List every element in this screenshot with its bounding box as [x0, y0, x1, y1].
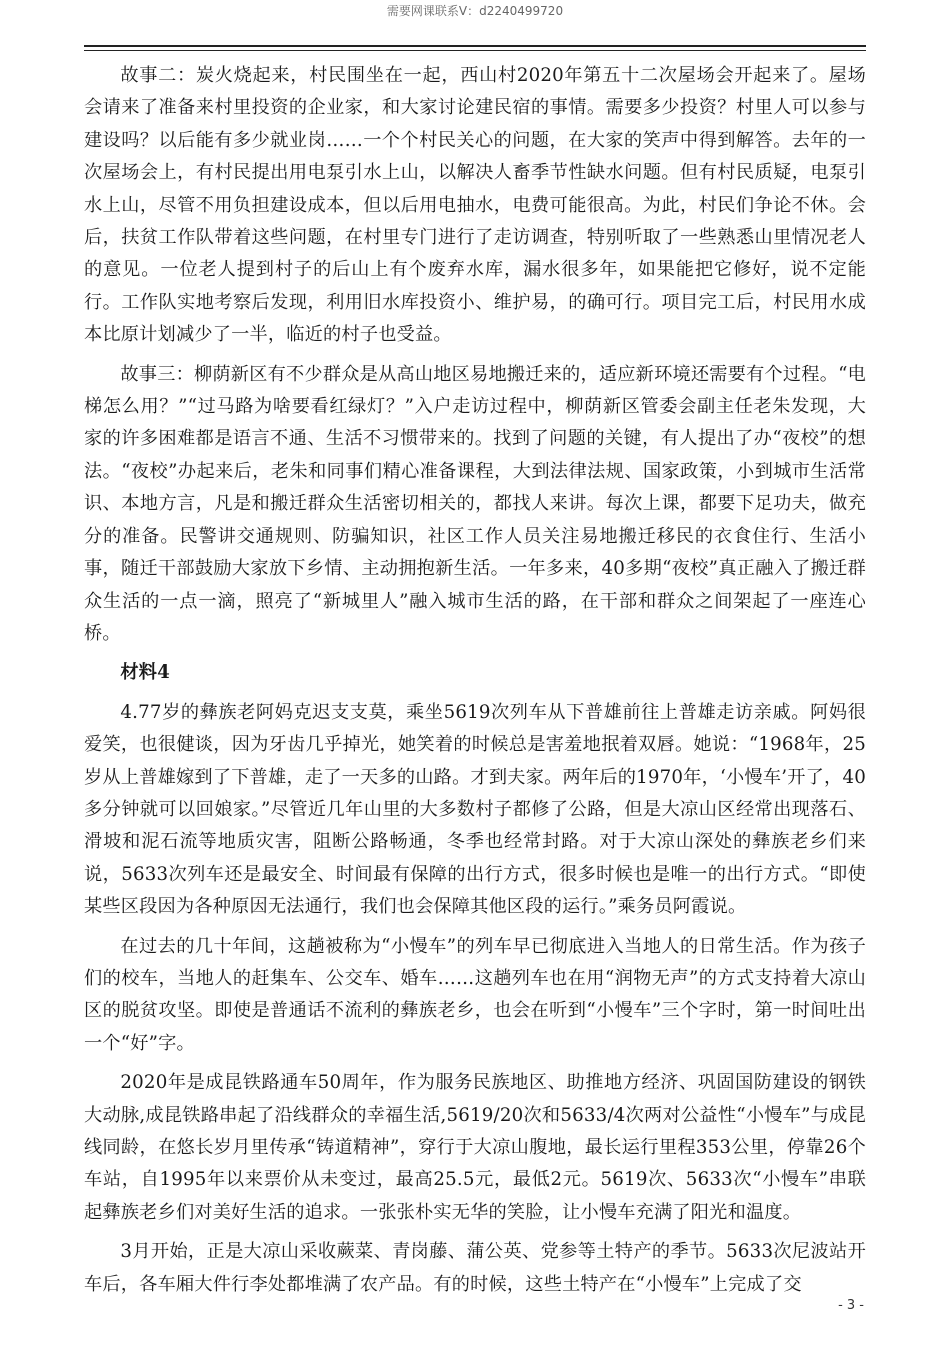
header-rule-thin	[84, 50, 866, 51]
story-three-paragraph: 故事三：柳荫新区有不少群众是从高山地区易地搬迁来的，适应新环境还需要有个过程。“电梯怎么用？”“过马路为啥要看红绿灯？”入户走访过程中，柳荫新区管委会副主任老朱发现，大家的许多困难都是语言不通、生活不习惯带来的。找到了问题的关键，有人提出了办“夜校”的想法。“夜校”办起来后，老朱和同事们精心准备课程，大到法律法规、国家政策，小到城市生活常识、本地方言，凡是和搬迁群众生活密切相关的，都找人来讲。每次上课，都要下足功夫，做充分的准备。民警讲交通规则、防骗知识，社区工作人员关注易地搬迁移民的衣食住行、生活小事，随迁干部鼓励大家放下乡情、主动拥抱新生活。一年多来，40多期“夜校”真正融入了搬迁群众生活的一点一滴，照亮了“新城里人”融入城市生活的路，在干部和群众之间架起了一座连心桥。	[84, 363, 866, 644]
material-paragraph-2: 在过去的几十年间，这趟被称为“小慢车”的列车早已彻底进入当地人的日常生活。作为孩子们的校车，当地人的赶集车、公交车、婚车……这趟列车也在用“润物无声”的方式支持着大凉山区的脱贫攻坚。即使是普通话不流利的彝族老乡，也会在听到“小慢车”三个字时，第一时间吐出一个“好”字。	[84, 935, 866, 1054]
material-paragraph-1: 4.77岁的彝族老阿妈克迟支支莫，乘坐5619次列车从下普雄前往上普雄走访亲戚。阿妈很爱笑，也很健谈，因为牙齿几乎掉光，她笑着的时候总是害羞地抿着双唇。她说：“1968年，25岁从上普雄嫁到了下普雄，走了一天多的山路。才到夫家。两年后的1970年，‘小慢车’开了，40多分钟就可以回娘家。”尽管近几年山里的大多数村子都修了公路，但是大凉山区经常出现落石、滑坡和泥石流等地质灾害，阻断公路畅通，冬季也经常封路。对于大凉山深处的彝族老乡们来说，5633次列车还是最安全、时间最有保障的出行方式，很多时候也是唯一的出行方式。“即使某些区段因为各种原因无法通行，我们也会保障其他区段的运行。”乘务员阿霞说。	[84, 701, 866, 918]
material-paragraph-4: 3月开始，正是大凉山采收蕨菜、青岗藤、蒲公英、党参等土特产的季节。5633次尼波站开车后，各车厢大件行李处都堆满了农产品。有的时候，这些土特产在“小慢车”上完成了交	[84, 1241, 866, 1295]
material-paragraph-3: 2020年是成昆铁路通车50周年，作为服务民族地区、助推地方经济、巩固国防建设的钢铁大动脉,成昆铁路串起了沿线群众的幸福生活,5619/20次和5633/4次两对公益性“小慢车”与成昆线同龄，在悠长岁月里传承“铸道精神”，穿行于大凉山腹地，最长运行里程353公里，停靠26个车站，自1995年以来票价从未变过，最高25.5元，最低2元。5619次、5633次“小慢车”串联起彝族老乡们对美好生活的追求。一张张朴实无华的笑脸，让小慢车充满了阳光和温度。	[84, 1072, 866, 1223]
document-body	[84, 60, 866, 1308]
story-two-paragraph: 故事二：炭火烧起来，村民围坐在一起，西山村2020年第五十二次屋场会开起来了。屋场会请来了准备来村里投资的企业家，和大家讨论建民宿的事情。需要多少投资？村里人可以参与建设吗？以后能有多少就业岗……一个个村民关心的问题，在大家的笑声中得到解答。去年的一次屋场会上，有村民提出用电泵引水上山，以解决人畜季节性缺水问题。但有村民质疑，电泵引水上山，尽管不用负担建设成本，但以后用电抽水，电费可能很高。为此，村民们争论不休。会后，扶贫工作队带着这些问题，在村里专门进行了走访调查，特别听取了一些熟悉山里情况老人的意见。一位老人提到村子的后山上有个废弃水库，漏水很多年，如果能把它修好，说不定能行。工作队实地考察后发现，利用旧水库投资小、维护易，的确可行。项目完工后，村民用水成本比原计划减少了一半，临近的村子也受益。	[84, 65, 866, 346]
material-heading: 材料4	[120, 662, 171, 684]
page-number: - 3 -	[838, 1298, 864, 1313]
header-rule-thick	[84, 45, 866, 47]
header-watermark: 需要网课联系V：d2240499720	[386, 4, 564, 18]
